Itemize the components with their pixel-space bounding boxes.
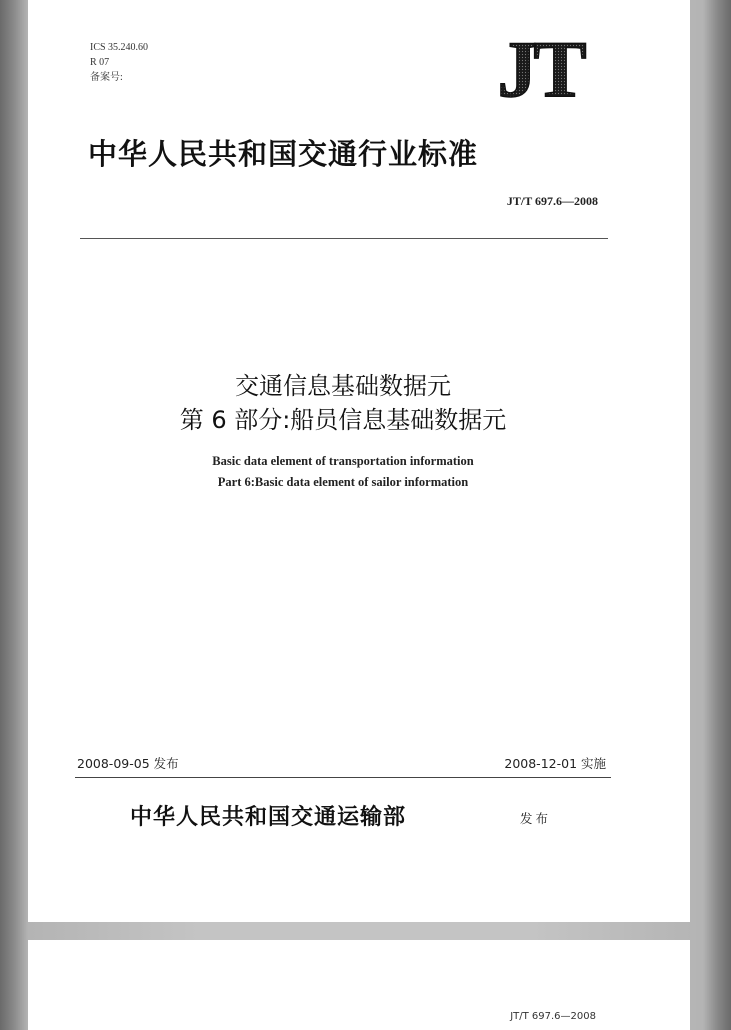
classification-block	[90, 40, 148, 85]
page-header-code: JT/T 697.6—2008	[510, 1011, 596, 1022]
logo-lettering: JT	[497, 32, 583, 102]
ics-code: ICS 35.240.60	[90, 42, 149, 53]
second-page	[28, 940, 690, 1030]
category-code: R 07	[90, 57, 110, 68]
publish-date: 2008-09-05 发布	[77, 756, 179, 771]
document-title-en-line2: Part 6:Basic data element of sailor information	[217, 475, 469, 489]
issuing-authority: 中华人民共和国交通运输部	[130, 804, 407, 830]
document-title-cn-line1: 交通信息基础数据元	[235, 372, 451, 400]
cover-page	[28, 0, 690, 922]
document-title-en-line1: Basic data element of transportation information	[212, 454, 474, 468]
document-title-cn-line2: 第 6 部分:船员信息基础数据元	[179, 406, 507, 434]
standard-code: JT/T 697.6—2008	[506, 194, 598, 208]
top-divider	[80, 238, 608, 239]
record-number: 备案号:	[90, 72, 123, 83]
standard-title: 中华人民共和国交通行业标准	[88, 137, 479, 171]
jt-logo	[473, 32, 608, 102]
issue-label: 发布	[520, 811, 552, 826]
bottom-divider	[75, 777, 611, 778]
implementation-date: 2008-12-01 实施	[504, 756, 606, 771]
